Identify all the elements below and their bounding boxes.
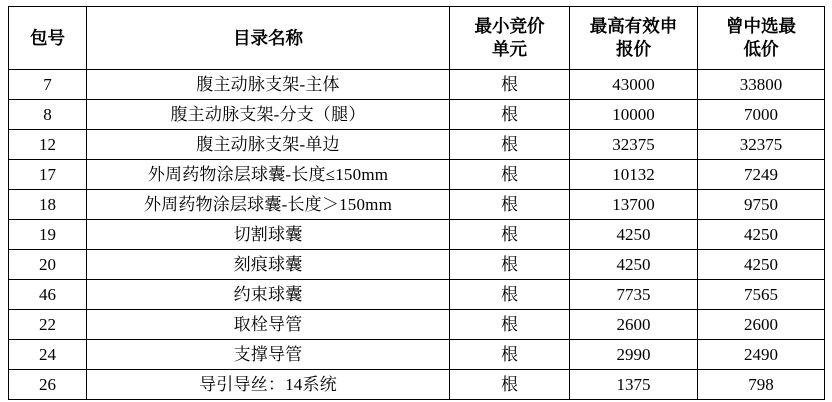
cell-package-number: 19 [9, 220, 87, 250]
cell-catalog-name: 取栓导管 [87, 310, 450, 340]
cell-package-number: 8 [9, 100, 87, 130]
cell-catalog-name: 腹主动脉支架-分支（腿） [87, 100, 450, 130]
cell-package-number: 7 [9, 70, 87, 100]
cell-max-valid-price: 4250 [570, 250, 698, 280]
column-header-catalog-name [87, 7, 450, 70]
cell-catalog-name: 刻痕球囊 [87, 250, 450, 280]
table-row [9, 280, 825, 310]
cell-min-bid-unit: 根 [450, 130, 570, 160]
cell-lowest-selected-price: 33800 [698, 70, 825, 100]
cell-catalog-name: 切割球囊 [87, 220, 450, 250]
cell-package-number: 18 [9, 190, 87, 220]
cell-lowest-selected-price: 9750 [698, 190, 825, 220]
cell-package-number: 12 [9, 130, 87, 160]
cell-lowest-selected-price: 32375 [698, 130, 825, 160]
column-header-lowest-selected-price [698, 7, 825, 70]
cell-min-bid-unit: 根 [450, 250, 570, 280]
cell-package-number: 26 [9, 370, 87, 400]
cell-catalog-name: 外周药物涂层球囊-长度≤150mm [87, 160, 450, 190]
cell-min-bid-unit: 根 [450, 190, 570, 220]
cell-package-number: 46 [9, 280, 87, 310]
column-header-min-bid-unit-line1: 最小竞价 [474, 16, 545, 37]
cell-min-bid-unit: 根 [450, 280, 570, 310]
table-header-row [9, 7, 825, 70]
table-row [9, 250, 825, 280]
cell-min-bid-unit: 根 [450, 100, 570, 130]
cell-catalog-name: 腹主动脉支架-主体 [87, 70, 450, 100]
cell-max-valid-price: 7735 [570, 280, 698, 310]
cell-max-valid-price: 32375 [570, 130, 698, 160]
table-row [9, 370, 825, 400]
table-row [9, 310, 825, 340]
cell-package-number: 22 [9, 310, 87, 340]
cell-catalog-name: 外周药物涂层球囊-长度＞150mm [87, 190, 450, 220]
cell-lowest-selected-price: 4250 [698, 250, 825, 280]
column-header-package-number-line1: 包号 [30, 27, 65, 48]
cell-lowest-selected-price: 7000 [698, 100, 825, 130]
cell-min-bid-unit: 根 [450, 160, 570, 190]
cell-lowest-selected-price: 7249 [698, 160, 825, 190]
cell-catalog-name: 支撑导管 [87, 340, 450, 370]
cell-max-valid-price: 1375 [570, 370, 698, 400]
table-row [9, 130, 825, 160]
cell-lowest-selected-price: 2600 [698, 310, 825, 340]
cell-catalog-name: 腹主动脉支架-单边 [87, 130, 450, 160]
column-header-lowest-selected-price-line2: 低价 [743, 39, 779, 59]
cell-max-valid-price: 10132 [570, 160, 698, 190]
price-table [8, 6, 825, 400]
table-body [9, 70, 825, 400]
cell-max-valid-price: 2600 [570, 310, 698, 340]
table-header [9, 7, 825, 70]
column-header-max-valid-price-line2: 报价 [616, 39, 651, 59]
cell-package-number: 20 [9, 250, 87, 280]
cell-lowest-selected-price: 2490 [698, 340, 825, 370]
table-row [9, 160, 825, 190]
column-header-min-bid-unit-line2: 单元 [492, 39, 527, 59]
cell-min-bid-unit: 根 [450, 70, 570, 100]
cell-lowest-selected-price: 7565 [698, 280, 825, 310]
cell-max-valid-price: 4250 [570, 220, 698, 250]
column-header-min-bid-unit [450, 7, 570, 70]
column-header-catalog-name-line1: 目录名称 [233, 27, 303, 48]
cell-lowest-selected-price: 4250 [698, 220, 825, 250]
column-header-max-valid-price-line1: 最高有效申 [589, 16, 678, 37]
cell-package-number: 24 [9, 340, 87, 370]
cell-min-bid-unit: 根 [450, 310, 570, 340]
table-row [9, 70, 825, 100]
table-row [9, 340, 825, 370]
column-header-lowest-selected-price-line1: 曾中选最 [726, 16, 796, 37]
cell-lowest-selected-price: 798 [698, 370, 825, 400]
cell-min-bid-unit: 根 [450, 340, 570, 370]
cell-min-bid-unit: 根 [450, 220, 570, 250]
column-header-max-valid-price [570, 7, 698, 70]
cell-max-valid-price: 43000 [570, 70, 698, 100]
cell-max-valid-price: 2990 [570, 340, 698, 370]
cell-package-number: 17 [9, 160, 87, 190]
column-header-package-number [9, 7, 87, 70]
table-row [9, 220, 825, 250]
cell-catalog-name: 约束球囊 [87, 280, 450, 310]
cell-max-valid-price: 13700 [570, 190, 698, 220]
cell-max-valid-price: 10000 [570, 100, 698, 130]
table-row [9, 100, 825, 130]
cell-min-bid-unit: 根 [450, 370, 570, 400]
cell-catalog-name: 导引导丝：14系统 [87, 370, 450, 400]
table-row [9, 190, 825, 220]
